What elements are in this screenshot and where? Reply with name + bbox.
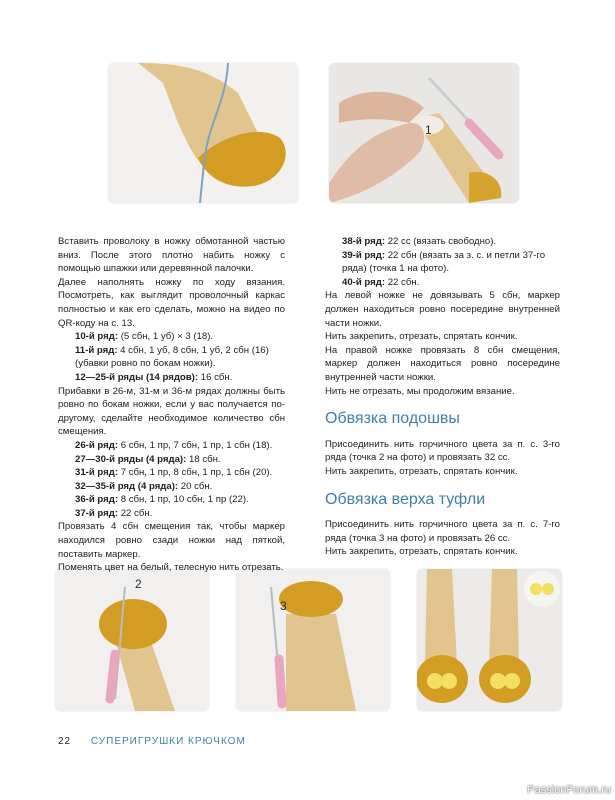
photo-label-1: 1 xyxy=(425,123,432,137)
row-10: 10-й ряд: (5 сбн, 1 уб) × 3 (18). xyxy=(75,331,214,343)
row-26: 26-й ряд: 6 сбн, 1 пр, 7 сбн, 1 пр, 1 сбн (18). xyxy=(75,439,273,451)
row-39: 39-й ряд: 22 сбн (вязать за з. с. и петли 37-го ряда) (точка 1 на фото). xyxy=(342,249,546,275)
paragraph: Нить закрепить, отрезать, спрятать кончик. xyxy=(325,331,518,343)
row-12-25: 12—25-й ряды (14 рядов): 16 сбн. xyxy=(75,371,233,383)
row-37: 37-й ряд: 22 сбн. xyxy=(75,507,153,519)
photo-top-edging xyxy=(236,569,390,711)
row-40: 40-й ряд: 22 сбн. xyxy=(342,276,420,288)
row-32-35: 32—35-й ряд (4 ряда): 20 сбн. xyxy=(75,480,213,492)
heading-shoe-top: Обвязка верха туфли xyxy=(325,490,486,508)
finished-shoes-illustration xyxy=(417,569,562,711)
top-edging-illustration xyxy=(236,569,390,711)
photo-label-3: 3 xyxy=(280,599,287,613)
row-36: 36-й ряд: 8 сбн, 1 пр, 10 сбн, 1 пр (22). xyxy=(75,494,249,506)
left-column xyxy=(58,235,285,575)
row-11: 11-й ряд: 4 сбн, 1 уб, 8 сбн, 1 уб, 2 сбн (16) (убавки ровно по бокам ножки). xyxy=(75,344,269,370)
page-footer xyxy=(58,736,246,747)
watermark: PassionForum.ru xyxy=(527,784,611,796)
photo-leg-wire xyxy=(108,63,298,203)
paragraph: Нить закрепить, отрезать, спрятать кончик. xyxy=(325,465,518,477)
row-31: 31-й ряд: 7 сбн, 1 пр, 8 сбн, 1 пр, 1 сбн (20). xyxy=(75,467,273,479)
sole-edging-illustration xyxy=(55,569,209,711)
paragraph: На левой ножке не довязывать 5 сбн, маркер должен находиться ровно посередине внутренней части ножки. xyxy=(325,290,560,329)
crochet-leg-illustration xyxy=(329,63,519,203)
heading-sole: Обвязка подошвы xyxy=(325,410,460,428)
row-38: 38-й ряд: 22 сс (вязать свободно). xyxy=(342,236,497,247)
paragraph: Нить закрепить, отрезать, спрятать кончик. xyxy=(325,546,518,558)
paragraph: Нить не отрезать, мы продолжим вязание. xyxy=(325,385,515,397)
paragraph: Присоединить нить горчичного цвета за п. с. 3-го ряда (точка 2 на фото) и провязать 32 сс. xyxy=(325,438,560,464)
leg-wire-illustration xyxy=(108,63,298,203)
photo-finished-shoes xyxy=(417,569,562,711)
paragraph: Поменять цвет на белый, телесную нить отрезать. xyxy=(58,562,284,574)
right-column xyxy=(325,235,560,559)
paragraph: Далее наполнять ножку по ходу вязания. Посмотреть, как выглядит проволочный каркас полностью и как его сделать, можно на видео по QR-коду на с. 13. xyxy=(58,276,285,329)
paragraph: Присоединить нить горчичного цвета за п. с. 7-го ряда (точка 3 на фото) и провязать 26 сс. xyxy=(325,519,560,544)
row-27-30: 27—30-й ряды (4 ряда): 18 сбн. xyxy=(75,453,221,465)
photo-sole-edging xyxy=(55,569,209,711)
paragraph: Прибавки в 26-м, 31-м и 36-м рядах должны быть ровно по бокам ножки, если у вас получается по-другому, сделайте необходимое количество сбн смещения. xyxy=(58,385,285,438)
paragraph: На правой ножке провязать 8 сбн смещения, маркер должен находиться ровно посередине внутренней части ножки. xyxy=(325,344,560,383)
page-number: 22 xyxy=(58,736,72,747)
magazine-title: СУПЕРИГРУШКИ КРЮЧКОМ xyxy=(90,736,246,747)
paragraph: Вставить проволоку в ножку обмотанной частью вниз. После этого плотно набить ножку с помощью шпажки или деревянной палочки. xyxy=(58,236,285,275)
photo-crochet-leg xyxy=(329,63,519,203)
photo-label-2: 2 xyxy=(135,577,142,591)
paragraph: Провязать 4 сбн смещения так, чтобы маркер находился ровно сзади ножки над пяткой, поставить маркер. xyxy=(58,521,285,560)
